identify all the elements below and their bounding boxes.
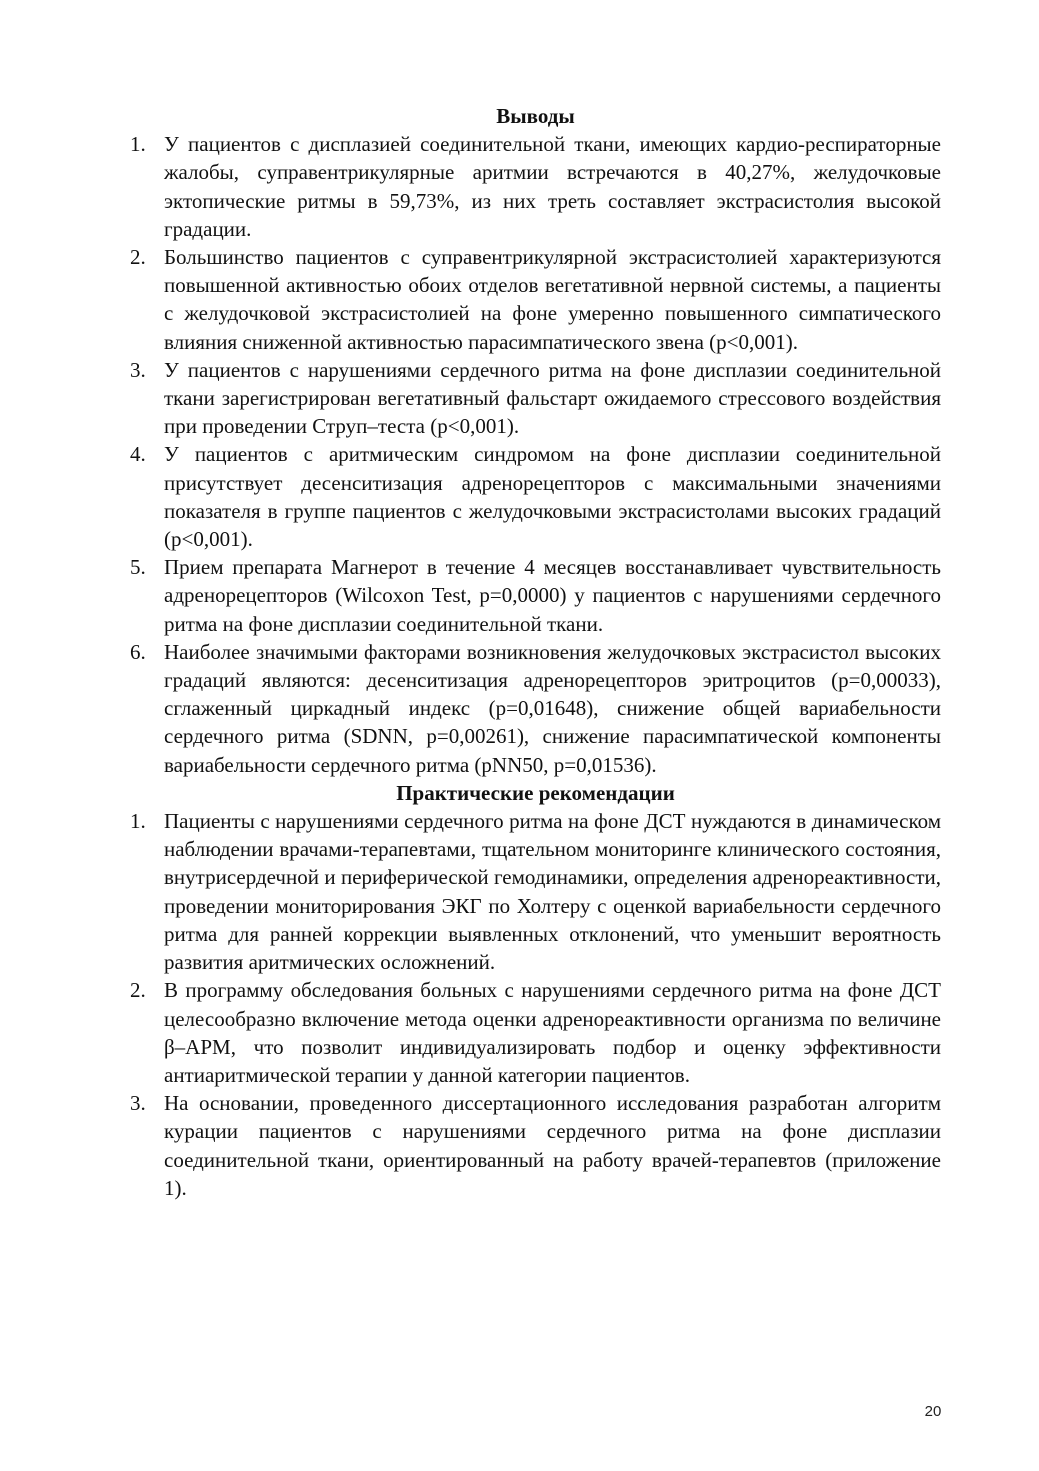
item-number: 2. <box>130 978 146 1003</box>
conclusions-list <box>130 130 941 779</box>
recommendation-item <box>130 976 941 1089</box>
conclusion-item <box>130 638 941 779</box>
item-number: 5. <box>130 555 146 580</box>
item-text: Большинство пациентов с суправентрикулярной экстрасистолией характеризуются повышенной активностью обоих отделов вегетативной нервной системы, а пациенты с желудочковой экстрасистолией на фоне умеренно повышенного симпатического влияния сниженной активностью парасимпатического звена (р<0,001). <box>164 245 941 354</box>
conclusions-heading: Выводы <box>496 104 575 128</box>
item-number: 3. <box>130 1091 146 1116</box>
item-text: У пациентов с аритмическим синдромом на фоне дисплазии соединительной присутствует десенситизация адренорецепторов с максимальными значениями показателя в группе пациентов с желудочковыми экстрасистолами высоких градаций (р<0,001). <box>164 442 941 552</box>
item-number: 3. <box>130 357 146 382</box>
recommendations-list <box>130 807 941 1202</box>
item-text: Наиболее значимыми факторами возникновения желудочковых экстрасистол высоких градаций являются: десенситизация адренорецепторов эритроцитов (р=0,00033), сглаженный циркадный индекс (р=0,01648), снижение общей вариабельности сердечного ритма (SDNN, р=0,00261), снижение парасимпатической компоненты вариабельности сердечного ритма (pNN50, р=0,01536). <box>164 639 941 777</box>
item-number: 6. <box>130 639 146 664</box>
conclusion-item <box>130 356 941 441</box>
conclusion-item <box>130 553 941 638</box>
item-text: Пациенты с нарушениями сердечного ритма на фоне ДСТ нуждаются в динамическом наблюдении врачами-терапевтами, тщательном мониторинге клинического состояния, внутрисердечной и периферической гемодинамики, определения адренореактивности, проведении мониторирования ЭКГ по Холтеру с оценкой вариабельности сердечного ритма для ранней коррекции выявленных отклонений, что уменьшит вероятность развития аритмических осложнений. <box>164 809 941 975</box>
item-text: На основании, проведенного диссертационного исследования разработан алгоритм курации пациентов с нарушениями сердечного ритма на фоне дисплазии соединительной ткани, ориентированный на работу врачей-терапевтов (приложение 1). <box>164 1091 941 1200</box>
conclusion-item <box>130 130 941 243</box>
item-number: 1. <box>130 132 146 157</box>
recommendation-item <box>130 807 941 976</box>
item-text: У пациентов с нарушениями сердечного ритма на фоне дисплазии соединительной ткани зарегистрирован вегетативный фальстарт ожидаемого стрессового воздействия при проведении Струп–теста (р<0,001). <box>164 357 941 439</box>
page-content <box>130 102 941 1202</box>
conclusion-item <box>130 243 941 356</box>
item-text: Прием препарата Магнерот в течение 4 месяцев восстанавливает чувствительность адренорецепторов (Wilcoxon Test, р=0,0000) у пациентов с нарушениями сердечного ритма на фоне дисплазии соединительной ткани. <box>164 555 941 636</box>
page-number: 20 <box>924 1403 942 1420</box>
recommendation-item <box>130 1089 941 1202</box>
item-number: 2. <box>130 245 146 270</box>
item-text: В программу обследования больных с нарушениями сердечного ритма на фоне ДСТ целесообразно включение метода оценки адренореактивности организма по величине β–АРМ, что позволит индивидуализировать подбор и оценку эффективности антиаритмической терапии у данной категории пациентов. <box>164 978 941 1087</box>
item-number: 4. <box>130 442 146 467</box>
conclusion-item <box>130 440 941 553</box>
recommendations-heading: Практические рекомендации <box>396 780 675 805</box>
item-text: У пациентов с дисплазией соединительной ткани, имеющих кардио-респираторные жалобы, суправентрикулярные аритмии встречаются в 40,27%, желудочковые эктопические ритмы в 59,73%, из них треть составляет экстрасистолия высокой градации. <box>164 132 941 241</box>
item-number: 1. <box>130 809 146 834</box>
